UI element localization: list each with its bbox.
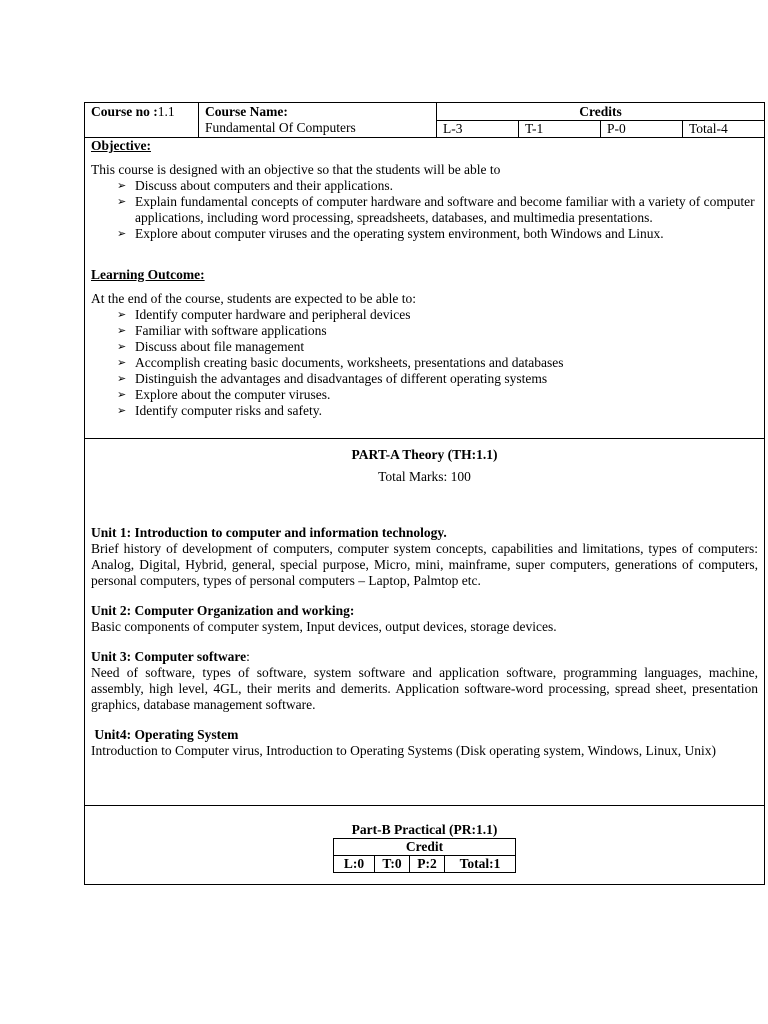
practical-title: Part-B Practical (PR:1.1) <box>351 822 498 837</box>
objective-heading: Objective: <box>91 138 151 153</box>
unit-title: Unit4: Operating System <box>91 727 239 742</box>
credits-label: Credits <box>437 103 765 121</box>
course-no-value: 1.1 <box>157 104 175 119</box>
learning-heading: Learning Outcome: <box>91 267 205 282</box>
practical-credit-label: Credit <box>334 839 516 856</box>
credit-l: L-3 <box>437 121 519 138</box>
course-no-label: Course no : <box>91 104 158 119</box>
practical-credit-total: Total:1 <box>445 856 516 873</box>
unit-3 <box>91 649 758 713</box>
practical-credit-p: P:2 <box>410 856 445 873</box>
theory-section <box>85 439 765 806</box>
unit-text: Basic components of computer system, Input devices, output devices, storage devices. <box>91 619 557 634</box>
course-name-value: Fundamental Of Computers <box>205 120 356 135</box>
theory-marks: Total Marks: 100 <box>378 469 471 484</box>
list-item: ➢ Discuss about computers and their applications. <box>117 178 758 194</box>
practical-credit-table <box>333 838 516 873</box>
unit-title: Unit 3: Computer software <box>91 649 247 664</box>
practical-credit-l: L:0 <box>334 856 375 873</box>
list-item: ➢ Explore about computer viruses and the operating system environment, both Windows and Linux. <box>117 226 758 242</box>
list-item: ➢ Familiar with software applications <box>117 323 758 339</box>
practical-credit-t: T:0 <box>375 856 410 873</box>
list-item: ➢ Distinguish the advantages and disadvantages of different operating systems <box>117 371 758 387</box>
unit-4 <box>91 727 758 759</box>
course-name-cell <box>199 103 437 138</box>
unit-title: Unit 1: Introduction to computer and information technology. <box>91 525 447 540</box>
unit-1 <box>91 525 758 589</box>
course-name-label: Course Name: <box>205 104 288 119</box>
course-sheet <box>84 102 764 885</box>
unit-text: Need of software, types of software, system software and application software, programming languages, machine, assembly, high level, 4GL, their merits and demerits. Application software-word processing, spread sheet, presentation graphics, database management software. <box>91 665 758 712</box>
list-item: ➢ Identify computer hardware and peripheral devices <box>117 307 758 323</box>
course-table <box>84 102 765 885</box>
credit-total: Total-4 <box>683 121 765 138</box>
unit-text: Introduction to Computer virus, Introduction to Operating Systems (Disk operating system, Windows, Linux, Unix) <box>91 743 717 758</box>
objective-list <box>91 178 758 242</box>
unit-title: Unit 2: Computer Organization and working: <box>91 603 355 618</box>
course-no-cell <box>85 103 199 138</box>
credit-t: T-1 <box>519 121 601 138</box>
unit-text: Brief history of development of computers, computer system concepts, capabilities and limitations, types of computers: Analog, Digital, Hybrid, general, special purpose, Micro, mini, mainframe, super computers, generations of computers, personal computers, types of personal computers – Laptop, Palmtop etc. <box>91 541 758 588</box>
learning-intro: At the end of the course, students are expected to be able to: <box>91 291 417 306</box>
credit-p: P-0 <box>601 121 683 138</box>
unit-title-suffix: : <box>246 649 250 664</box>
practical-section <box>85 806 765 885</box>
list-item: ➢ Explain fundamental concepts of computer hardware and software and become familiar with a variety of computer applications, including word processing, spreadsheets, databases, and multimedia presentations. <box>117 194 758 226</box>
theory-title: PART-A Theory (TH:1.1) <box>351 447 498 462</box>
list-item: ➢ Discuss about file management <box>117 339 758 355</box>
list-item: ➢ Explore about the computer viruses. <box>117 387 758 403</box>
unit-2 <box>91 603 758 635</box>
objective-intro: This course is designed with an objective so that the students will be able to <box>91 162 501 177</box>
objective-section <box>85 138 765 439</box>
learning-list <box>91 307 758 419</box>
list-item: ➢ Accomplish creating basic documents, worksheets, presentations and databases <box>117 355 758 371</box>
list-item: ➢ Identify computer risks and safety. <box>117 403 758 419</box>
